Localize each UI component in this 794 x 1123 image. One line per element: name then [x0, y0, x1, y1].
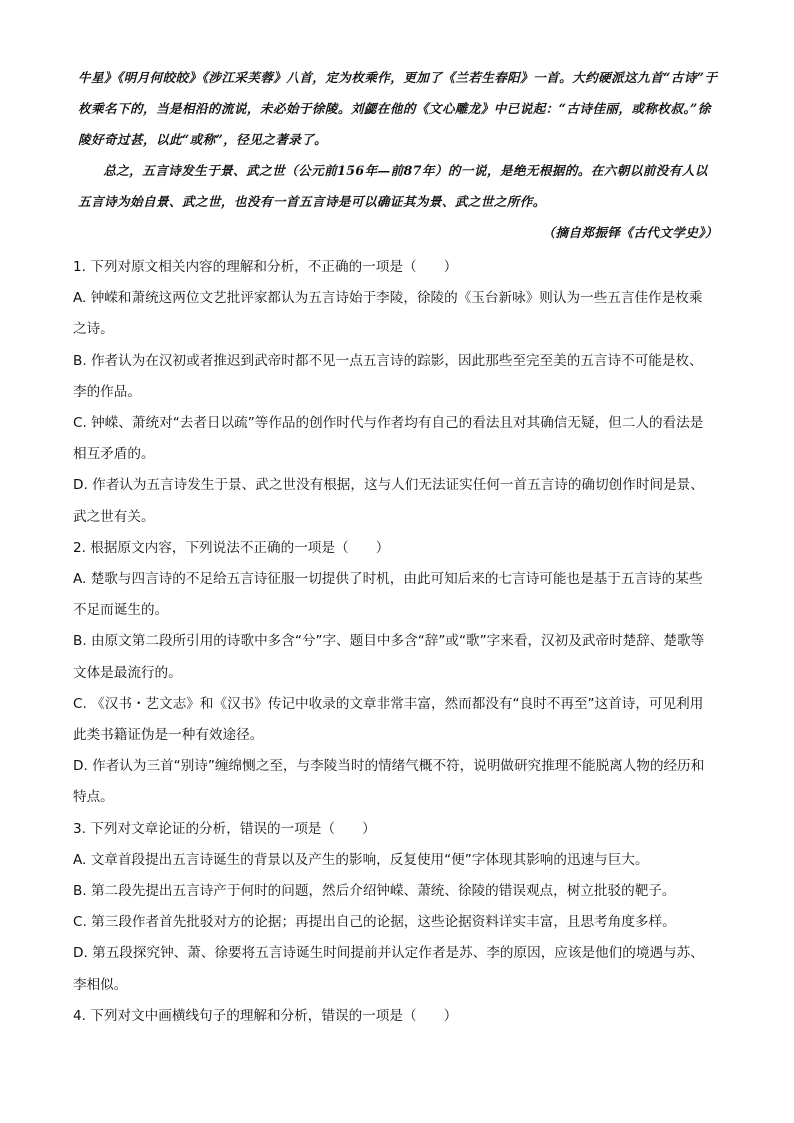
question-option: A. 文章首段提出五言诗诞生的背景以及产生的影响，反复使用“便”字体现其影响的迅速与巨大。 — [73, 851, 649, 868]
passage-paragraph: 牛星》《明月何皎皎》《涉江采芙蓉》八首，定为枚乘作，更加了《兰若生春阳》一首。大约硬派这九首“古诗”于枚乘名下的，当是相沿的流说，未必始于徐陵。刘勰在他的《文心雕龙》中已说起：“古诗佳丽，或称枚叔。”徐陵好奇过甚，以此“或称”，径见之著录了。 — [78, 70, 718, 147]
question-option: B. 第二段先提出五言诗产于何时的问题，然后介绍钟嵘、萧统、徐陵的错误观点，树立批驳的靶子。 — [73, 883, 676, 900]
question-option: C. 钟嵘、萧统对“去者日以疏”等作品的创作时代与作者均有自己的看法且对其确信无疑，但二人的看法是相互矛盾的。 — [73, 415, 704, 463]
question-option: C. 《汉书・艺文志》和《汉书》传记中收录的文章非常丰富，然而都没有“良时不再至”这首诗，可见利用此类书籍证伪是一种有效途径。 — [73, 695, 704, 744]
question-option: C. 第三段作者首先批驳对方的论据；再提出自己的论据，这些论据资料详实丰富，且思考角度多样。 — [73, 914, 676, 931]
passage-source: （摘自郑振铎《古代文学史》） — [542, 225, 718, 240]
question-option: B. 由原文第二段所引用的诗歌中多含“兮”字、题目中多含“辞”或“歌”字来看，汉初及武帝时楚辞、楚歌等文体是最流行的。 — [73, 633, 705, 681]
question-option: B. 作者认为在汉初或者推迟到武帝时都不见一点五言诗的踪影，因此那些至完至美的五言诗不可能是枚、李的作品。 — [73, 352, 703, 400]
question-stem: 2. 根据原文内容，下列说法不正确的一项是（ ） — [73, 539, 390, 556]
question-option: A. 楚歌与四言诗的不足给五言诗征服一切提供了时机，由此可知后来的七言诗可能也是基于五言诗的某些不足而诞生的。 — [73, 571, 703, 619]
question-stem: 4. 下列对文中画横线句子的理解和分析，错误的一项是（ ） — [73, 1007, 458, 1024]
question-list — [73, 252, 713, 1032]
passage-paragraph: 总之，五言诗发生于景、武之世（公元前156年—前87年）的一说，是绝无根据的。在六朝以前没有人以五言诗为始自景、武之世，也没有一首五言诗是可以确证其为景、武之世之所作。 — [78, 163, 708, 209]
question-stem: 3. 下列对文章论证的分析，错误的一项是（ ） — [73, 820, 376, 837]
question-option: D. 第五段探究钟、萧、徐要将五言诗诞生时间提前并认定作者是苏、李的原因，应该是他们的境遇与苏、李相似。 — [73, 945, 704, 993]
passage-excerpt — [78, 62, 718, 248]
question-option: D. 作者认为五言诗发生于景、武之世没有根据，这与人们无法证实任何一首五言诗的确切创作时间是景、武之世有关。 — [73, 477, 704, 525]
question-option: A. 钟嵘和萧统这两位文艺批评家都认为五言诗始于李陵，徐陵的《玉台新咏》则认为一些五言佳作是枚乘之诗。 — [73, 290, 703, 338]
question-option: D. 作者认为三首“别诗”缠绵恻之至，与李陵当时的情绪气概不符，说明做研究推理不能脱离人物的经历和特点。 — [73, 758, 705, 806]
question-stem: 1. 下列对原文相关内容的理解和分析，不正确的一项是（ ） — [73, 259, 458, 275]
